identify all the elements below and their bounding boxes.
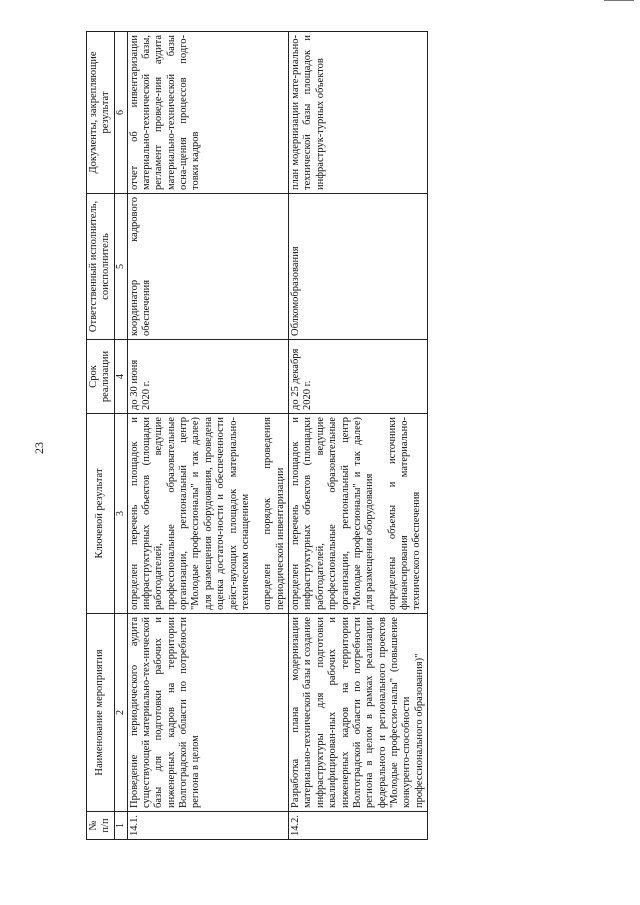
header-responsible: Ответственный исполнитель, соисполнитель: [87, 194, 115, 340]
column-number: 3: [114, 414, 127, 614]
rotated-table-wrapper: [86, 32, 425, 840]
responsible: Облкомобразования: [289, 194, 428, 340]
key-result-text: определен перечень площадок и инфраструктурных объектов (площадки работодателей, ведущие профессиональные образовательные организации, региональный центр "Молодые профессионалы" и так далее) для размещения оборудования: [290, 417, 376, 610]
column-number-row: [114, 32, 127, 840]
header-measure-name: Наименование мероприятия: [87, 614, 115, 812]
page-number: 23: [32, 442, 46, 454]
key-result-cell: [289, 414, 428, 614]
row-number: 14.1.: [127, 812, 289, 840]
key-result-text: определены объемы и источники финансирования материально-технического обеспечения: [386, 417, 423, 610]
key-result-text: определен порядок проведения периодической инвентаризации: [262, 417, 286, 610]
measure-name: Проведение периодического аудита существующей материально-тех-нической базы для подготовки рабочих и инженерных кадров на территории Волгоградской области по потребности региона в целом: [127, 614, 289, 812]
documents: отчет об инвентаризации материально-технической базы, регламент проведе-ния аудита материально-технической базы осна-щения процессов подго-товки кадров: [127, 32, 289, 194]
measures-table: [86, 31, 428, 840]
column-number: 6: [114, 32, 127, 194]
column-number: 4: [114, 340, 127, 414]
key-result-text: определен перечень площадок и инфраструктурных объектов (площадки работодателей, ведущие профессиональные образовательные организации, региональный центр "Молодые профессионалы" и так далее) для размещения оборудования, проведена оценка достаточ-ности и обеспеченности дейст-вующих площадок материально-техническим оснащением: [128, 417, 251, 610]
header-term: Срок реализации: [87, 340, 115, 414]
responsible: координатор кадрового обеспечения: [127, 194, 289, 340]
measure-name: Разработка плана модернизации материально-технической базы и создание инфраструктуры для подготовки квалифицирован-ных рабочих и инженерных кадров на территории Волгоградской области по потребности региона в целом в рамках реализации федерального и регионального проектов "Молодые профессио-налы" (повышение конкуренто-способности профессионального образования)": [289, 614, 428, 812]
scan-edge-mark: [604, 0, 634, 4]
table-row: [127, 32, 289, 840]
term: до 25 декабря 2020 г.: [289, 340, 428, 414]
table-row: [289, 32, 428, 840]
column-number: 1: [114, 812, 127, 840]
documents: план модернизации мате-риально-технической базы площадок и инфраструк-турных объектов: [289, 32, 428, 194]
row-number: 14.2.: [289, 812, 428, 840]
column-number: 2: [114, 614, 127, 812]
header-key-result: Ключевой результат: [87, 414, 115, 614]
key-result-cell: [127, 414, 289, 614]
column-number: 5: [114, 194, 127, 340]
term: до 30 июня 2020 г.: [127, 340, 289, 414]
header-row: [87, 32, 115, 840]
header-documents: Документы, закрепляющие результат: [87, 32, 115, 194]
header-number: № п/п: [87, 812, 115, 840]
